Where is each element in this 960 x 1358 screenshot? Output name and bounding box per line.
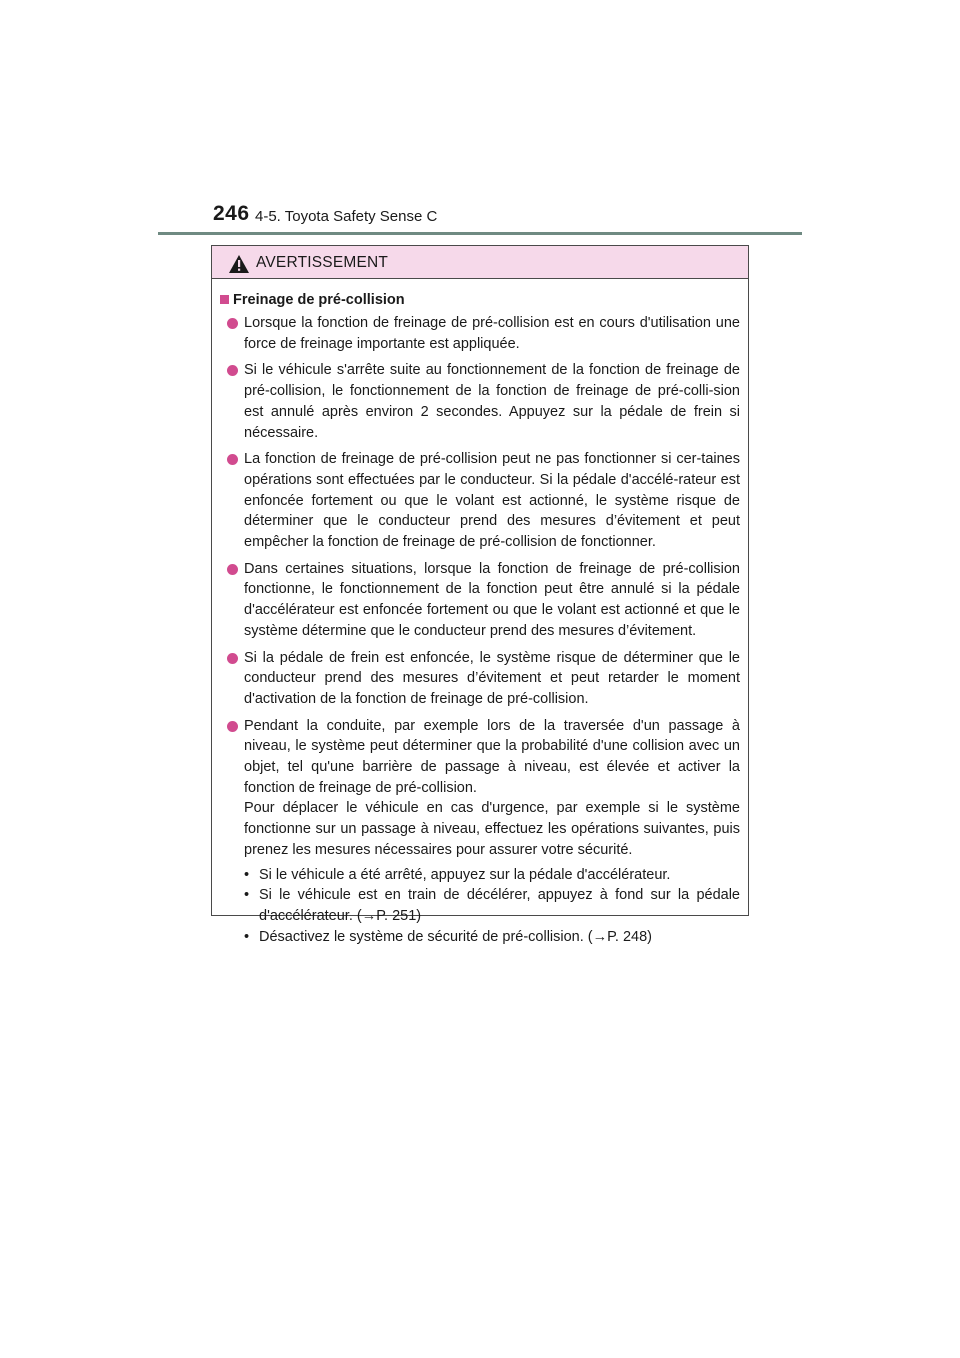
list-item xyxy=(220,360,740,443)
list-item xyxy=(220,716,740,948)
warning-box xyxy=(211,245,749,945)
subheading xyxy=(220,289,740,311)
section-title: 4-5. Toyota Safety Sense C xyxy=(255,208,438,225)
circle-bullet-icon xyxy=(227,653,238,664)
list-item-text: Dans certaines situations, lorsque la fonction de freinage de pré-collision fonctionne, le fonctionnement de la fonction peut être annulé si la pédale d'accélérateur est enfoncée fortement ou que le volant est actionné et que le système détermine que le conducteur prend des mesures d’évitement. xyxy=(244,560,740,639)
header-divider xyxy=(158,232,802,235)
sub-list-item xyxy=(244,885,740,926)
bullet-icon: • xyxy=(244,928,250,945)
list-item-text: Si le véhicule s'arrête suite au fonctionnement de la fonction de freinage de pré-collision, le fonctionnement de la fonction de freinage de pré-colli-sion est annulé après environ 2 secondes. Appuyez sur la pédale de frein si nécessaire. xyxy=(244,362,740,441)
list-item-text: La fonction de freinage de pré-collision peut ne pas fonctionner si cer-taines opérations sont effectuées par le conducteur. Si la pédale d'accélé-rateur est enfoncée fortement ou que le volant est actionné, le système risque de déterminer que le conducteur prend des mesures d’évitement et peut empêcher la fonction de freinage de pré-collision de fonctionner. xyxy=(244,451,740,551)
circle-bullet-icon xyxy=(227,721,238,732)
sub-list xyxy=(244,865,740,948)
list-item xyxy=(220,648,740,710)
bullet-icon: • xyxy=(244,866,250,883)
list-item-text: Pendant la conduite, par exemple lors de la traversée d'un passage à niveau, le système peut déterminer que la probabilité d'une collision avec un objet, tel qu'une barrière de passage à niveau, est élevée et activer la fonction de freinage de pré-collision. xyxy=(244,717,740,796)
square-bullet-icon xyxy=(220,295,229,304)
warning-title: AVERTISSEMENT xyxy=(256,254,389,271)
list-item-text: Lorsque la fonction de freinage de pré-collision est en cours d'utilisation une force de freinage importante est appliquée. xyxy=(244,315,740,352)
sub-list-item xyxy=(244,865,740,886)
page-number: 246 xyxy=(213,202,250,225)
page-header xyxy=(213,202,803,232)
list-item xyxy=(220,559,740,642)
bullet-icon: • xyxy=(244,887,250,904)
circle-bullet-icon xyxy=(227,564,238,575)
circle-bullet-icon xyxy=(227,454,238,465)
list-item xyxy=(220,449,740,553)
warning-header xyxy=(212,246,748,279)
sub-list-item-text: Désactivez le système de sécurité de pré-collision. (→P. 248) xyxy=(259,928,653,945)
sub-list-item-text: Si le véhicule a été arrêté, appuyez sur la pédale d'accélérateur. xyxy=(259,866,671,883)
list-item-text-continued: Pour déplacer le véhicule en cas d'urgence, par exemple si le système fonctionne sur un passage à niveau, effectuez les opérations suivantes, puis prenez les mesures nécessaires pour assurer votre sécurité. xyxy=(244,800,740,858)
subheading-text: Freinage de pré-collision xyxy=(233,292,405,308)
circle-bullet-icon xyxy=(227,318,238,329)
warning-body xyxy=(212,279,748,947)
sub-list-item xyxy=(244,927,740,948)
circle-bullet-icon xyxy=(227,365,238,376)
warning-triangle-icon xyxy=(228,254,250,274)
list-item-text: Si la pédale de frein est enfoncée, le système risque de déterminer que le conducteur prend des mesures d’évitement et peut retarder le moment d'activation de la fonction de freinage de pré-collision. xyxy=(244,649,740,707)
list-item xyxy=(220,313,740,354)
sub-list-item-text: Si le véhicule est en train de décélérer, appuyez à fond sur la pédale d'accélérateur. (→P. 251) xyxy=(259,887,740,924)
